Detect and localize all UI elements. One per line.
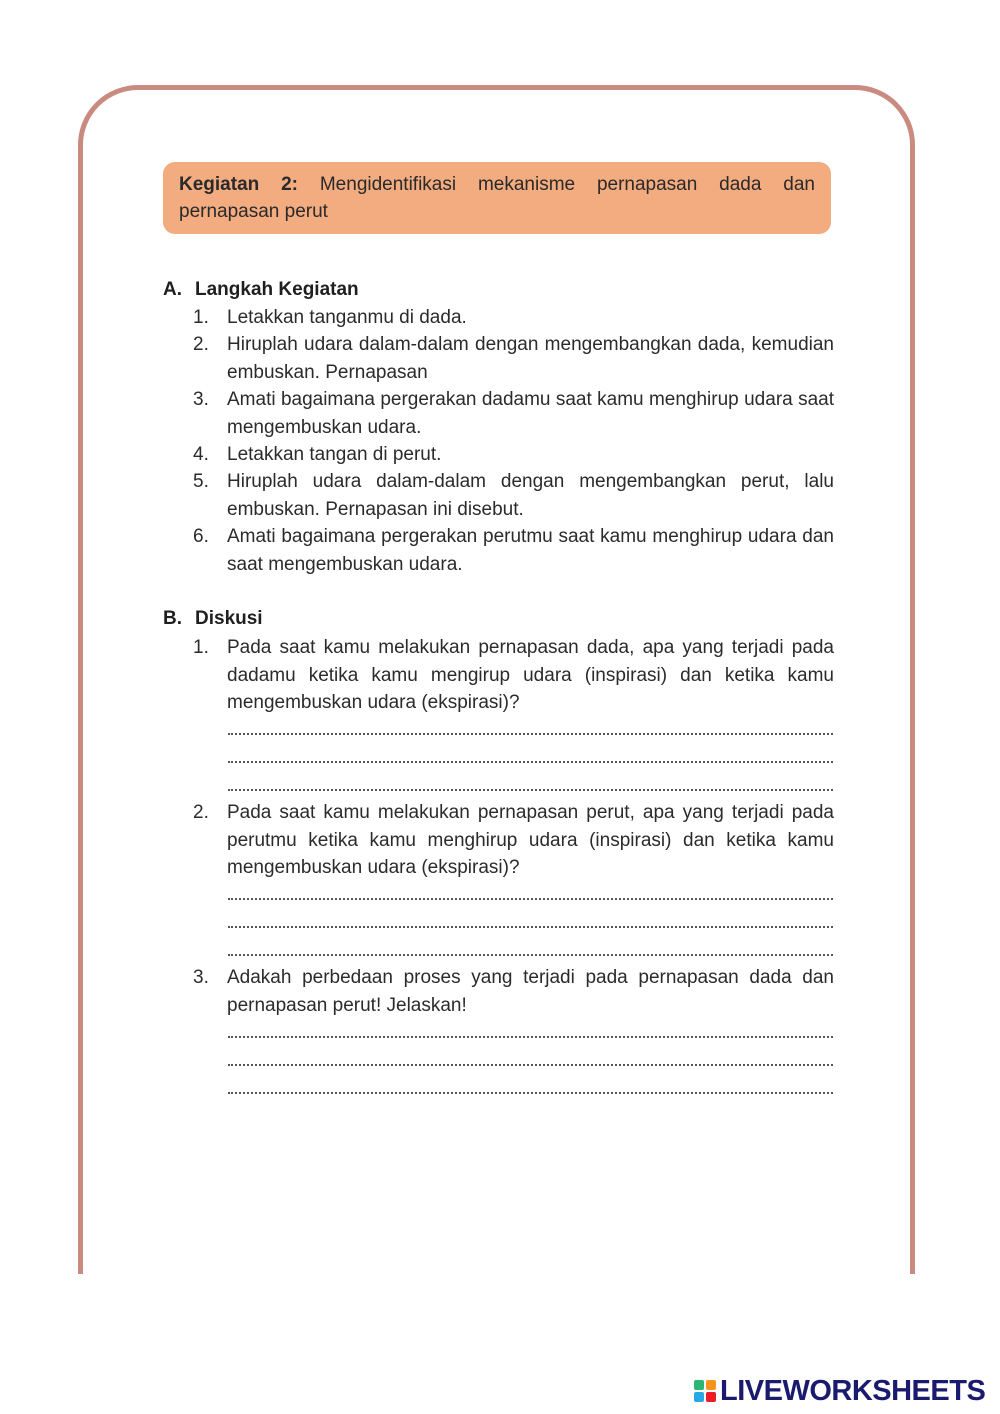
section-b-title: Diskusi (195, 608, 263, 629)
answer-line[interactable] (228, 733, 833, 735)
question-number: 2. (193, 802, 209, 823)
step-number: 1. (193, 307, 209, 328)
step-number: 5. (193, 471, 209, 492)
question-text: Adakah perbedaan proses yang terjadi pada pernapasan dada dan pernapasan perut! Jelaskan! (227, 967, 834, 1016)
answer-line[interactable] (228, 926, 833, 928)
step-item (193, 523, 834, 578)
step-number: 4. (193, 444, 209, 465)
step-text: Hiruplah udara dalam-dalam dengan mengembangkan dada, kemudian embuskan. Pernapasan (227, 334, 834, 383)
step-text: Amati bagaimana pergerakan dadamu saat kamu menghirup udara saat mengembuskan udara. (227, 389, 834, 438)
liveworksheets-logo[interactable] (694, 1376, 985, 1406)
question-number: 1. (193, 637, 209, 658)
step-number: 6. (193, 526, 209, 547)
step-item (193, 441, 834, 469)
answer-line[interactable] (228, 954, 833, 956)
step-item (193, 468, 834, 523)
step-item (193, 386, 834, 441)
answer-line[interactable] (228, 1036, 833, 1038)
activity-title: Mengidentifikasi mekanisme pernapasan dada dan pernapasan perut (179, 174, 815, 222)
question-item (193, 964, 834, 1019)
section-a-letter: A. (163, 279, 182, 300)
answer-line[interactable] (228, 898, 833, 900)
step-item (193, 304, 834, 332)
step-text: Letakkan tanganmu di dada. (227, 307, 467, 328)
answer-line[interactable] (228, 1092, 833, 1094)
section-b-heading (163, 606, 263, 632)
section-b-letter: B. (163, 608, 182, 629)
activity-banner (163, 162, 831, 234)
question-item (193, 634, 834, 717)
question-number: 3. (193, 967, 209, 988)
question-text: Pada saat kamu melakukan pernapasan perut, apa yang terjadi pada perutmu ketika kamu menghirup udara (inspirasi) dan ketika kamu mengembuskan udara (ekspirasi)? (227, 802, 834, 878)
answer-line[interactable] (228, 789, 833, 791)
answer-line[interactable] (228, 1064, 833, 1066)
step-number: 2. (193, 334, 209, 355)
liveworksheets-logo-icon (694, 1380, 716, 1402)
question-text: Pada saat kamu melakukan pernapasan dada, apa yang terjadi pada dadamu ketika kamu mengirup udara (inspirasi) dan ketika kamu mengembuskan udara (ekspirasi)? (227, 637, 834, 713)
answer-line[interactable] (228, 761, 833, 763)
step-text: Amati bagaimana pergerakan perutmu saat kamu menghirup udara dan saat mengembuskan udara. (227, 526, 834, 575)
step-text: Hiruplah udara dalam-dalam dengan mengembangkan perut, lalu embuskan. Pernapasan ini disebut. (227, 471, 834, 520)
step-item (193, 331, 834, 386)
section-a-title: Langkah Kegiatan (195, 279, 359, 300)
section-a-heading (163, 277, 359, 303)
question-item (193, 799, 834, 882)
activity-label: Kegiatan 2: (179, 174, 298, 195)
step-number: 3. (193, 389, 209, 410)
step-text: Letakkan tangan di perut. (227, 444, 442, 465)
logo-text: LIVEWORKSHEETS (720, 1374, 986, 1407)
